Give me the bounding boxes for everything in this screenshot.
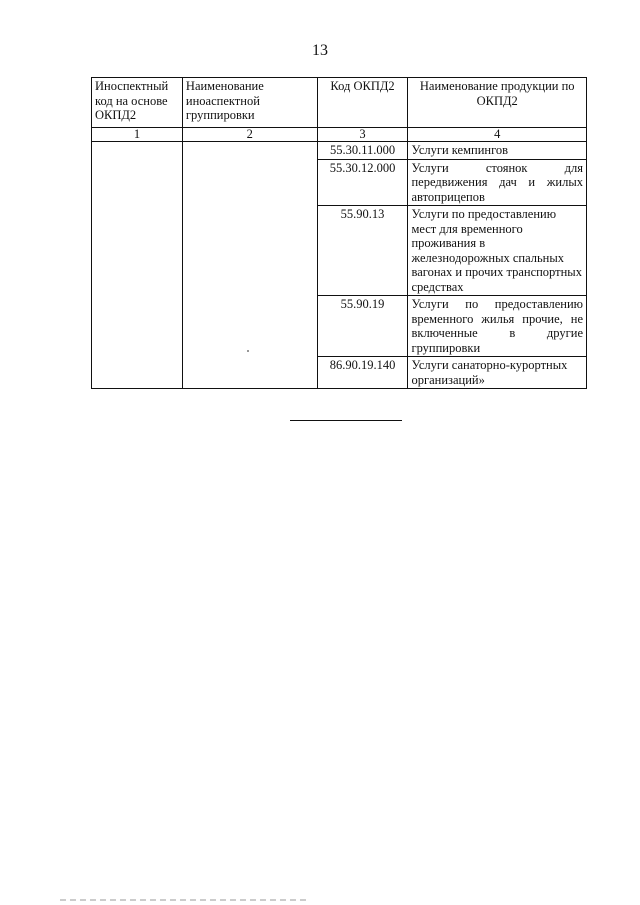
table-row [92,142,587,160]
okpd-code-cell: 55.30.11.000 [317,142,408,160]
column-number: 1 [92,128,183,142]
okpd-code-cell: 55.30.12.000 [317,159,408,206]
okpd-table [91,77,587,389]
product-name-cell: Услуги по предоставлению мест для временного проживания в железнодорожных спальных вагонах и прочих транспортных средствах [408,206,587,296]
okpd-code-cell: 55.90.13 [317,206,408,296]
inospect-code-cell [92,142,183,389]
okpd-code-cell: 55.90.19 [317,296,408,357]
scan-speck [247,350,249,352]
column-number: 4 [408,128,587,142]
column-number: 2 [182,128,317,142]
scan-edge-noise [60,899,310,901]
table-header-row [92,78,587,128]
column-numbers-row [92,128,587,142]
header-group-name: Наименование иноаспектной группировки [182,78,317,128]
page-number: 13 [312,42,328,59]
product-name-cell: Услуги стоянок для передвижения дач и жилых автоприцепов [408,159,587,206]
end-of-text-rule [290,420,402,421]
product-name-cell: Услуги кемпингов [408,142,587,160]
product-name-cell: Услуги санаторно-курортных организаций» [408,357,587,389]
column-number: 3 [317,128,408,142]
header-okpd-code: Код ОКПД2 [317,78,408,128]
header-inospect-code: Иноспектный код на основе ОКПД2 [92,78,183,128]
group-name-cell [182,142,317,389]
product-name-cell: Услуги по предоставлению временного жилья прочие, не включенные в другие группировки [408,296,587,357]
header-product-name: Наименование продукции по ОКПД2 [408,78,587,128]
okpd-code-cell: 86.90.19.140 [317,357,408,389]
